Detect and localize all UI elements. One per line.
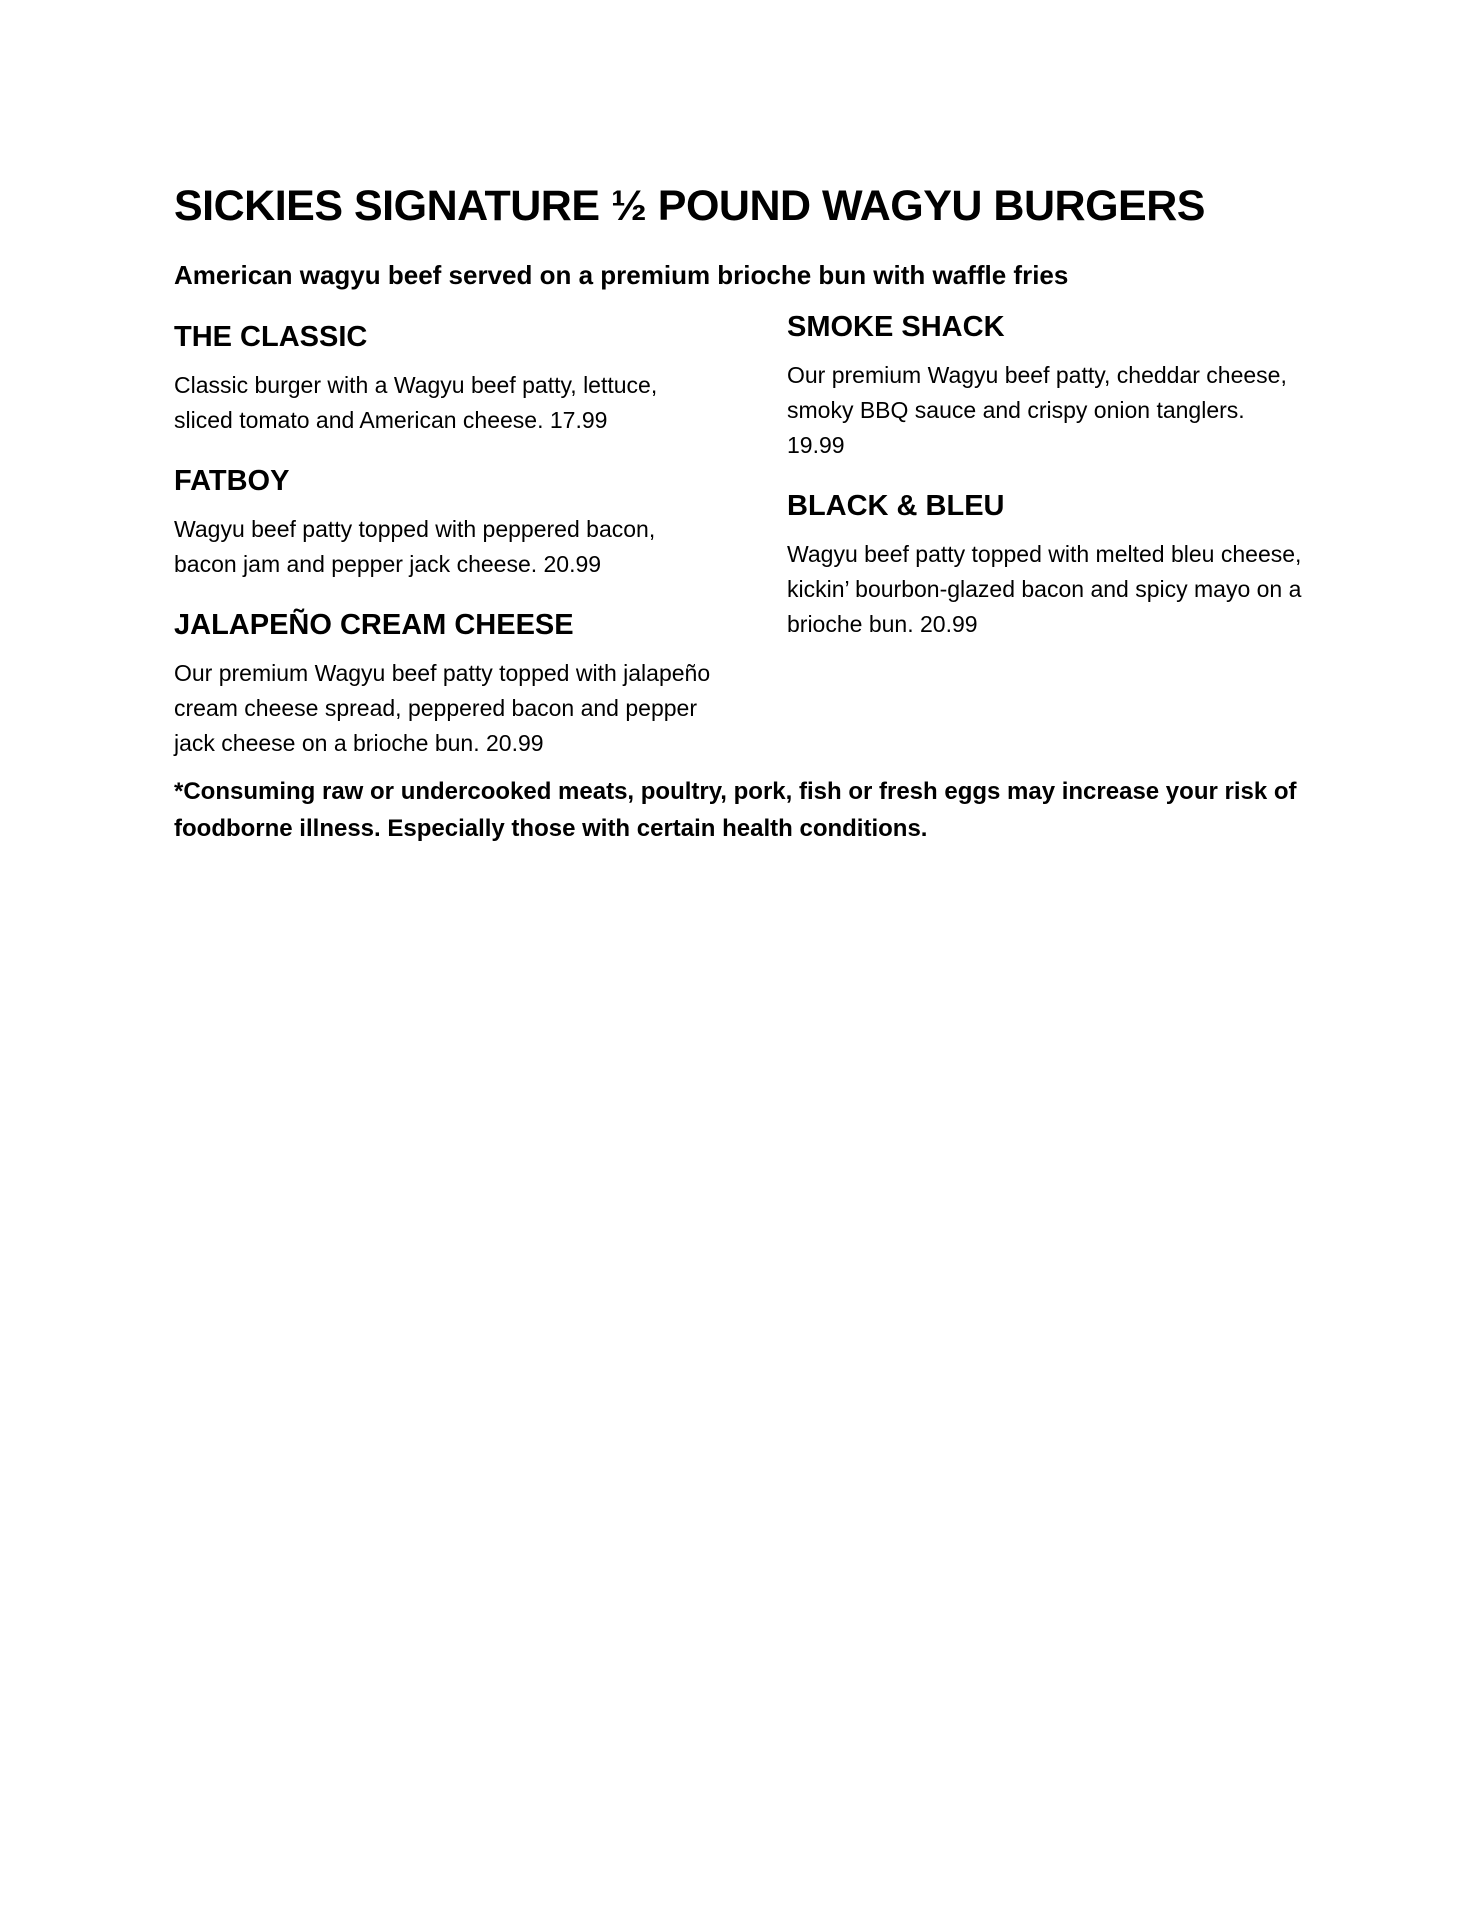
menu-item-fatboy xyxy=(174,462,714,582)
menu-item-name: BLACK & BLEU xyxy=(787,490,1005,522)
right-column xyxy=(787,308,1307,666)
menu-item-description: Classic burger with a Wagyu beef patty, lettuce, sliced tomato and American cheese. 17.99 xyxy=(174,372,658,433)
left-column xyxy=(174,318,714,785)
menu-item-name: JALAPEÑO CREAM CHEESE xyxy=(174,609,574,641)
menu-subtitle: American wagyu beef served on a premium brioche bun with waffle fries xyxy=(174,260,1069,290)
menu-item-name: SMOKE SHACK xyxy=(787,311,1005,343)
menu-item-description: Wagyu beef patty topped with peppered bacon, bacon jam and pepper jack cheese. 20.99 xyxy=(174,516,656,577)
menu-item-black-and-bleu xyxy=(787,487,1307,642)
menu-item-jalapeno-cream-cheese xyxy=(174,606,714,761)
menu-item-description: Wagyu beef patty topped with melted bleu cheese, kickin’ bourbon-glazed bacon and spicy mayo on a brioche bun. 20.99 xyxy=(787,541,1302,637)
menu-item-the-classic xyxy=(174,318,714,438)
menu-item-description: Our premium Wagyu beef patty, cheddar cheese, smoky BBQ sauce and crispy onion tanglers. 19.99 xyxy=(787,362,1287,458)
menu-item-name: FATBOY xyxy=(174,465,290,497)
menu-title: SICKIES SIGNATURE ½ POUND WAGYU BURGERS xyxy=(174,182,1205,230)
food-safety-disclaimer: *Consuming raw or undercooked meats, poultry, pork, fish or fresh eggs may increase your risk of foodborne illness. Especially those with certain health conditions. xyxy=(174,778,1297,842)
menu-item-description: Our premium Wagyu beef patty topped with jalapeño cream cheese spread, peppered bacon and pepper jack cheese on a brioche bun. 20.99 xyxy=(174,660,711,756)
menu-item-name: THE CLASSIC xyxy=(174,321,368,353)
menu-item-smoke-shack xyxy=(787,308,1307,463)
